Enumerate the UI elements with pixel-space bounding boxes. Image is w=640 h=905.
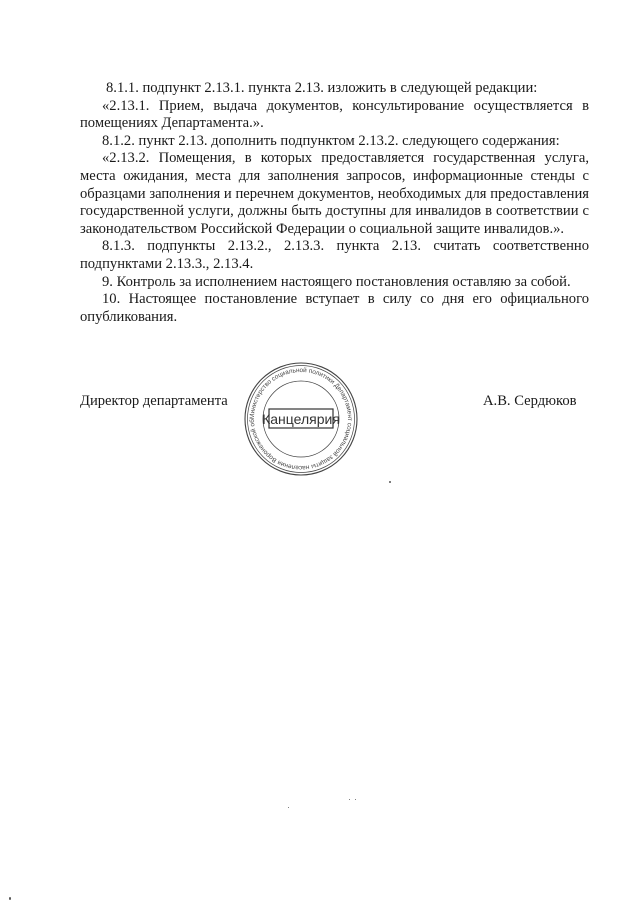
stamp-center-text: Канцелярия: [262, 411, 340, 427]
scan-speck: [9, 897, 11, 900]
scan-speck: [389, 481, 391, 483]
paragraph-2-13-1-quote: «2.13.1. Прием, выдача документов, консультирование осуществляется в помещениях Департамента.».: [80, 97, 589, 132]
paragraph-10: 10. Настоящее постановление вступает в силу со дня его официального опубликования.: [80, 291, 589, 325]
office-stamp: [236, 360, 366, 478]
scan-speck: [349, 799, 350, 800]
paragraph-2-13-2-quote: «2.13.2. Помещения, в которых предоставляется государственная услуга, места ожидания, места для заполнения запросов, информационные стенды с образцами заполнения и перечнем документов, необходимых для предоставления государственной услуги, должны быть доступны для инвалидов в соответствии с законодательством Российской Федерации о социальной защите инвалидов.».: [80, 150, 589, 237]
stamp-ring-text: Министерство социальной политики Департамент социальной защиты населения Воронежской об: [248, 366, 354, 472]
signatory-name: А.В. Сердюков: [483, 393, 577, 409]
document-body: [80, 80, 589, 326]
scan-speck: [355, 799, 356, 800]
signatory-position: Директор департамента: [80, 393, 228, 409]
scan-speck: [288, 807, 289, 808]
paragraph-9: 9. Контроль за исполнением настоящего постановления оставляю за собой.: [102, 273, 571, 290]
paragraph-8-1-3: 8.1.3. подпункты 2.13.2., 2.13.3. пункта 2.13. считать соответственно подпунктами 2.13.3., 2.13.4.: [80, 238, 589, 272]
paragraph-8-1-2: 8.1.2. пункт 2.13. дополнить подпунктом 2.13.2. следующего содержания:: [102, 132, 560, 149]
paragraph-8-1-1: 8.1.1. подпункт 2.13.1. пункта 2.13. изложить в следующей редакции:: [106, 80, 538, 96]
